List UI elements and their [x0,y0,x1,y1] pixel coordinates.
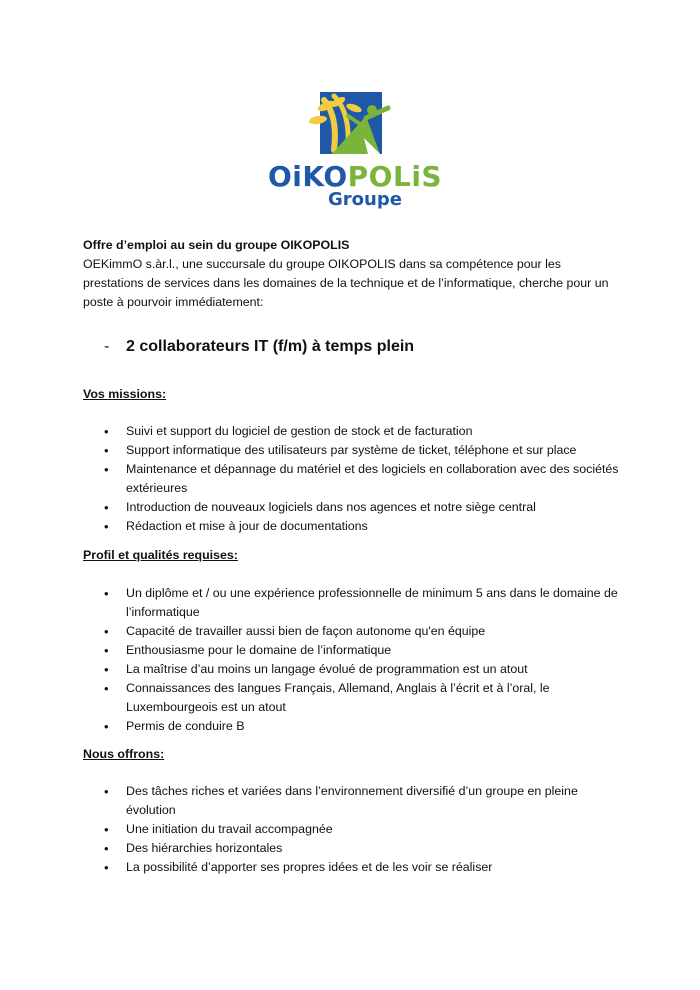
intro-title: Offre d’emploi au sein du groupe OIKOPOLIS [83,238,350,252]
list-item: • Permis de conduire B [83,717,623,736]
list-item: • Une initiation du travail accompagnée [83,820,623,839]
list-item: • Connaissances des langues Français, Allemand, Anglais à l’écrit et à l’oral, le Luxembourgeois est un atout [83,679,623,717]
logo-wordmark: OiKOPOLiS [268,160,443,193]
offre-heading: Nous offrons: [83,747,165,761]
missions-heading: Vos missions: [83,387,167,401]
list-item: • Un diplôme et / ou une expérience professionnelle de minimum 5 ans dans le domaine de l’informatique [83,584,623,622]
list-item: • Des hiérarchies horizontales [83,839,623,858]
list-item: • Capacité de travailler aussi bien de façon autonome qu'en équipe [83,622,623,641]
profil-heading: Profil et qualités requises: [83,548,238,562]
position-title-line [104,338,414,356]
offre-list [83,782,623,877]
logo-subtitle: Groupe [328,189,402,210]
intro-body: OEKimmO s.àr.l., une succursale du groupe OIKOPOLIS dans sa compétence pour les prestations de services dans les domaines de la technique et de l’informatique, cherche pour un poste à pourvoir immédiatement: [83,257,609,309]
list-item: • Des tâches riches et variées dans l’environnement diversifié d’un groupe en pleine évolution [83,782,623,820]
list-item: • Maintenance et dépannage du matériel et des logiciels en collaboration avec des sociétés extérieures [83,460,623,498]
list-item: • Suivi et support du logiciel de gestion de stock et de facturation [83,422,623,441]
list-item: • Introduction de nouveaux logiciels dans nos agences et notre siège central [83,498,623,517]
logo-emblem-icon [268,86,434,164]
list-item: • Support informatique des utilisateurs par système de ticket, téléphone et sur place [83,441,623,460]
position-title: 2 collaborateurs IT (f/m) à temps plein [126,338,415,355]
list-item: • La possibilité d’apporter ses propres idées et de les voir se réaliser [83,858,623,877]
list-item: • Enthousiasme pour le domaine de l’informatique [83,641,623,660]
list-item: • Rédaction et mise à jour de documentations [83,517,623,536]
list-item: • La maîtrise d’au moins un langage évolué de programmation est un atout [83,660,623,679]
position-dash: - [104,338,110,355]
missions-list [83,422,623,536]
profil-list [83,584,623,736]
oikopolis-logo [268,86,443,218]
